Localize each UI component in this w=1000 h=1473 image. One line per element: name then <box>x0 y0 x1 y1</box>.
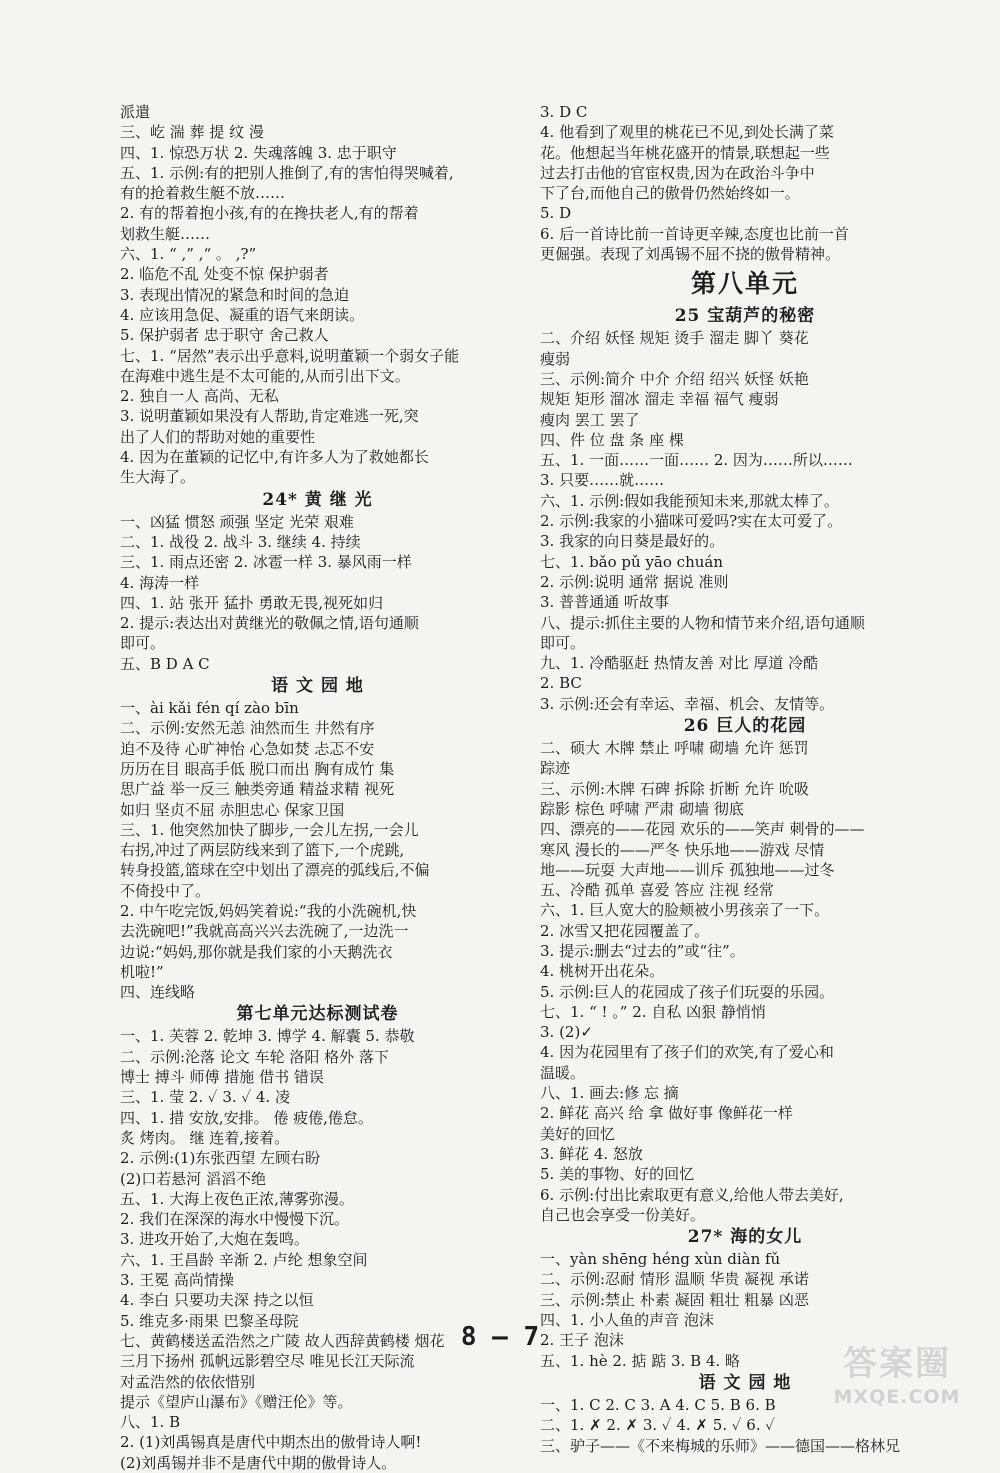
answer-line: 四、漂亮的——花园 欢乐的——笑声 刺骨的—— <box>540 820 865 839</box>
answer-line: 5. 美的事物、好的回忆 <box>540 1165 695 1184</box>
answer-line: 2. 示例:说明 通常 据说 准则 <box>540 572 729 591</box>
answer-line: 2. (1)刘禹锡真是唐代中期杰出的傲骨诗人啊! <box>120 1433 422 1452</box>
answer-line: 4. 海涛一样 <box>120 573 200 592</box>
answer-line: 三、1. 莹 2. ✓ 3. ✓ 4. 凌 <box>120 1088 290 1107</box>
answer-line: 如归 坚贞不屈 赤胆忠心 保家卫国 <box>120 800 345 819</box>
answer-line: 4. 他看到了观里的桃花已不见,到处长满了菜 <box>540 123 834 142</box>
answer-line: 自己也会享受一份美好。 <box>540 1205 706 1224</box>
answer-line: 四、连线略 <box>120 983 196 1002</box>
answer-line: 五、1. 大海上夜色正浓,薄雾弥漫。 <box>120 1189 354 1208</box>
answer-line: 2. BC <box>540 674 582 693</box>
answer-line: 五、1. hè 2. 掂 踮 3. B 4. 略 <box>540 1351 740 1370</box>
answer-line: 不倚投中了。 <box>120 881 211 900</box>
answer-line: 3. 说明董颖如果没有人帮助,肯定难逃一死,突 <box>120 407 419 426</box>
answer-line: 边说:“妈妈,那你就是我们家的小天鹅洗衣 <box>120 942 393 961</box>
answer-line: 2. 鲜花 高兴 给 拿 做好事 像鲜花一样 <box>540 1104 793 1123</box>
answer-line: 二、1. 战役 2. 战斗 3. 继续 4. 持续 <box>120 532 361 551</box>
answer-line: 寒风 漫长的——严冬 快乐地——游戏 尽情 <box>540 840 825 859</box>
answer-line: 一、1. C 2. C 3. A 4. C 5. B 6. B <box>540 1395 776 1414</box>
answer-line: 二、硕大 木牌 禁止 呼啸 砌墙 允许 惩罚 <box>540 739 809 758</box>
answer-line: 博士 搏斗 师傅 措施 借书 错误 <box>120 1068 324 1087</box>
answer-line: 二、示例:安然无恙 油然而生 井然有序 <box>120 719 375 738</box>
section-heading: 27* 海的女儿 <box>687 1227 803 1248</box>
answer-line: 过去打击他的官宦权贵,因为在政治斗争中 <box>540 163 815 182</box>
section-heading: 24* 黄 继 光 <box>262 489 373 510</box>
answer-line: 踪迹 <box>540 759 571 778</box>
answer-line: 六、1. “ ,” ,“ 。 ,?” <box>120 245 257 264</box>
section-heading: 26 巨人的花园 <box>683 716 807 737</box>
answer-line: 美好的回忆 <box>540 1124 616 1143</box>
answer-line: 3. 普普通通 听故事 <box>540 593 669 612</box>
answer-line: 2. 示例:我家的小猫咪可爱吗?实在太可爱了。 <box>540 512 843 531</box>
answer-line: 3. 我家的向日葵是最好的。 <box>540 532 725 551</box>
page-number: 8 — 7 <box>460 1322 540 1352</box>
answer-line: 出了人们的帮助对她的重要性 <box>120 427 316 446</box>
answer-line: 踪影 棕色 呼啸 严肃 砌墙 彻底 <box>540 799 744 818</box>
answer-line: 提示《望庐山瀑布》《赠汪伦》等。 <box>120 1392 353 1411</box>
answer-line: 一、yàn shēng héng xùn diàn fǔ <box>540 1250 781 1269</box>
answer-line: 三、1. 他突然加快了脚步,一会儿左拐,一会儿 <box>120 820 419 839</box>
answer-line: 八、1. B <box>120 1413 181 1432</box>
answer-line: 4. 因为在董颖的记忆中,有许多人为了救她都长 <box>120 448 429 467</box>
answer-line: 派遣 <box>120 103 151 121</box>
answer-line: 三、屹 湍 葬 提 纹 漫 <box>120 123 264 142</box>
answer-line: 炙 烤肉。 继 连着,接着。 <box>120 1128 290 1147</box>
answer-line: 机啦!” <box>120 962 164 981</box>
answer-line: 2. 有的帮着抱小孩,有的在搀扶老人,有的帮着 <box>120 204 419 223</box>
answer-line: 5. 维克多·雨果 巴黎圣母院 <box>120 1311 299 1330</box>
answer-line: 迫不及待 心旷神怡 心急如焚 忐忑不安 <box>120 739 375 758</box>
answer-line: 地——玩耍 大声地——训斥 孤独地——过冬 <box>540 860 835 879</box>
answer-line: 一、1. 芙蓉 2. 乾坤 3. 博学 4. 解囊 5. 恭敬 <box>120 1027 415 1046</box>
answer-line: 3. D C <box>540 103 588 121</box>
site-watermark <box>812 1342 982 1408</box>
answer-line: 2. 示例:(1)东张西望 左顾右盼 <box>120 1149 321 1168</box>
answer-line: 3. 表现出情况的紧急和时间的急迫 <box>120 285 350 304</box>
section-heading: 语 文 园 地 <box>698 1372 792 1393</box>
answer-line: 4. 桃树开出花朵。 <box>540 962 665 981</box>
answer-line: 3. 示例:还会有幸运、幸福、机会、友情等。 <box>540 694 835 713</box>
answer-line: (2)刘禹锡并非不是唐代中期的傲骨诗人。 <box>120 1453 397 1472</box>
section-heading: 第八单元 <box>690 269 799 299</box>
answer-line: 三、示例:简介 中介 介绍 绍兴 妖怪 妖艳 <box>540 369 809 388</box>
answer-line: 3. 王冕 高尚情操 <box>120 1271 234 1290</box>
answer-line: 2. 我们在深深的海水中慢慢下沉。 <box>120 1210 350 1229</box>
answer-line: 有的抢着救生艇不放…… <box>120 184 286 203</box>
answer-line: 三、示例:禁止 朴素 凝固 粗壮 粗暴 凶恶 <box>540 1290 809 1309</box>
section-heading: 25 宝葫芦的秘密 <box>674 306 816 327</box>
answer-line: 生大海了。 <box>120 468 196 487</box>
answer-line: 3. 只要……就…… <box>540 471 665 490</box>
answer-line: 三、驴子——《不来梅城的乐师》——德国——格林兄 <box>540 1436 901 1455</box>
answer-line: 下了台,而他自己的傲骨仍然始终如一。 <box>540 184 800 203</box>
answer-line: 2. 王子 泡沫 <box>540 1331 624 1350</box>
answer-line: 八、1. 画去:修 忘 摘 <box>540 1084 679 1103</box>
answer-line: 3. 鲜花 4. 怒放 <box>540 1144 643 1163</box>
answer-line: 三月下扬州 孤帆远影碧空尽 唯见长江天际流 <box>120 1352 415 1371</box>
answer-line: 4. 应该用急促、凝重的语气来朗读。 <box>120 305 365 324</box>
answer-line: 二、介绍 妖怪 规矩 烫手 溜走 脚丫 葵花 <box>540 329 809 348</box>
answer-line: 转身投篮,篮球在空中划出了漂亮的弧线后,不偏 <box>120 861 430 880</box>
answer-line: 思广益 举一反三 触类旁通 精益求精 视死 <box>120 780 395 799</box>
answer-line: 六、1. 王昌龄 辛渐 2. 卢纶 想象空间 <box>120 1250 368 1269</box>
answer-line: 即可。 <box>120 634 166 653</box>
answer-line: 2. 提示:表达出对黄继光的敬佩之情,语句通顺 <box>120 614 419 633</box>
answer-line: 更倔强。表现了刘禹锡不屈不挠的傲骨精神。 <box>540 245 841 264</box>
answer-line: 4. 因为花园里有了孩子们的欢笑,有了爱心和 <box>540 1043 834 1062</box>
answer-line: 五、冷酷 孤单 喜爱 答应 注视 经常 <box>540 881 774 900</box>
answer-line: 5. 保护弱者 忠于职守 舍己救人 <box>120 326 329 345</box>
answer-line: 2. 临危不乱 处变不惊 保护弱者 <box>120 265 329 284</box>
answer-line: 六、1. 示例:假如我能预知未来,那就太棒了。 <box>540 491 839 510</box>
answer-line: 七、1. “居然”表示出乎意料,说明董颖一个弱女子能 <box>120 346 460 365</box>
answer-line: 二、1. ✗ 2. ✗ 3. ✓ 4. ✗ 5. ✓ 6. ✓ <box>540 1416 776 1435</box>
answer-line: 历历在目 眼高手低 脱口而出 胸有成竹 集 <box>120 759 395 778</box>
right-answer-column <box>540 102 950 1456</box>
answer-line: 2. 独自一人 高尚、无私 <box>120 387 279 406</box>
answer-line: 四、件 位 盘 条 座 棵 <box>540 430 684 449</box>
answer-line: 三、示例:木牌 石碑 拆除 折断 允许 吮吸 <box>540 779 809 798</box>
answer-line: 温暖。 <box>540 1063 586 1082</box>
answer-line: 七、1. bǎo pǔ yāo chuán <box>540 552 723 571</box>
answer-line: 七、1. “ ! 。” 2. 自私 凶狠 静悄悄 <box>540 1002 766 1021</box>
answer-line: 瘦弱 <box>540 349 571 368</box>
answer-line: 二、示例:沦落 论文 车轮 洛阳 格外 落下 <box>120 1047 389 1066</box>
watermark-site-text: MXQE.COM <box>833 1386 961 1408</box>
answer-line: 2. 冰雪又把花园覆盖了。 <box>540 921 710 940</box>
answer-line: 一、ài kǎi fén qí zào bīn <box>120 699 299 718</box>
answer-line: 九、1. 冷酷驱赶 热情友善 对比 厚道 冷酷 <box>540 654 819 673</box>
answer-line: 3. 进攻开始了,大炮在轰鸣。 <box>120 1230 309 1249</box>
answer-line: 四、1. 小人鱼的声音 泡沫 <box>540 1311 714 1330</box>
answer-line: 二、示例:忍耐 情形 温顺 华贵 凝视 承诺 <box>540 1270 809 1289</box>
section-heading: 语 文 园 地 <box>271 676 364 697</box>
answer-line: 四、1. 惊恐万状 2. 失魂落魄 3. 忠于职守 <box>120 143 397 162</box>
answer-line: 对孟浩然的依依惜别 <box>120 1372 256 1391</box>
answer-line: 3. 提示:删去“过去的”或“往”。 <box>540 941 745 960</box>
answer-line: 6. 示例:付出比索取更有意义,给他人带去美好, <box>540 1185 844 1204</box>
answer-line: 三、1. 雨点还密 2. 冰雹一样 3. 暴风雨一样 <box>120 553 412 572</box>
answer-line: 在海难中逃生是不太可能的,从而引出下文。 <box>120 366 410 385</box>
answer-line: 5. 示例:巨人的花园成了孩子们玩耍的乐园。 <box>540 982 835 1001</box>
answer-line: 5. D <box>540 204 572 223</box>
watermark-logo: 答案圈 <box>843 1344 951 1384</box>
left-answer-column <box>120 102 515 1473</box>
answer-line: 花。他想起当年桃花盛开的情景,联想起一些 <box>540 143 830 162</box>
answer-line: 四、1. 措 安放,安排。 倦 疲倦,倦怠。 <box>120 1108 373 1127</box>
section-heading: 第七单元达标测试卷 <box>236 1004 399 1025</box>
answer-line: 五、B D A C <box>120 654 210 673</box>
answer-line: 去洗碗吧!”我就高高兴兴去洗碗了,一边洗一 <box>120 922 409 941</box>
answer-line: 即可。 <box>540 633 586 652</box>
answer-line: 划救生艇…… <box>120 224 211 243</box>
answer-line: 七、黄鹤楼送孟浩然之广陵 故人西辞黄鹤楼 烟花 <box>120 1331 445 1350</box>
answer-line: 五、1. 一面……一面…… 2. 因为……所以…… <box>540 451 853 470</box>
answer-line: 瘦肉 罢工 罢了 <box>540 410 640 429</box>
answer-line: 2. 中午吃完饭,妈妈笑着说:“我的小洗碗机,快 <box>120 901 417 920</box>
answer-line: 一、凶猛 惯怒 顽强 坚定 光荣 艰难 <box>120 512 354 531</box>
answer-line: 4. 李白 只要功夫深 持之以恒 <box>120 1291 314 1310</box>
answer-line: 右拐,冲过了两层防线来到了篮下,一个虎跳, <box>120 841 405 860</box>
answer-line: 6. 后一首诗比前一首诗更辛辣,态度也比前一首 <box>540 224 849 243</box>
answer-line: (2)口若悬河 滔滔不绝 <box>120 1169 267 1188</box>
answer-line: 五、1. 示例:有的把别人推倒了,有的害怕得哭喊着, <box>120 163 454 182</box>
answer-line: 四、1. 站 张开 猛扑 勇敢无畏,视死如归 <box>120 593 384 612</box>
answer-line: 3. (2)✓ <box>540 1023 593 1042</box>
answer-line: 六、1. 巨人宽大的脸颊被小男孩亲了一下。 <box>540 901 830 920</box>
answer-line: 规矩 矩形 溜冰 溜走 幸福 福气 瘦弱 <box>540 390 779 409</box>
answer-line: 八、提示:抓住主要的人物和情节来介绍,语句通顺 <box>540 613 865 632</box>
